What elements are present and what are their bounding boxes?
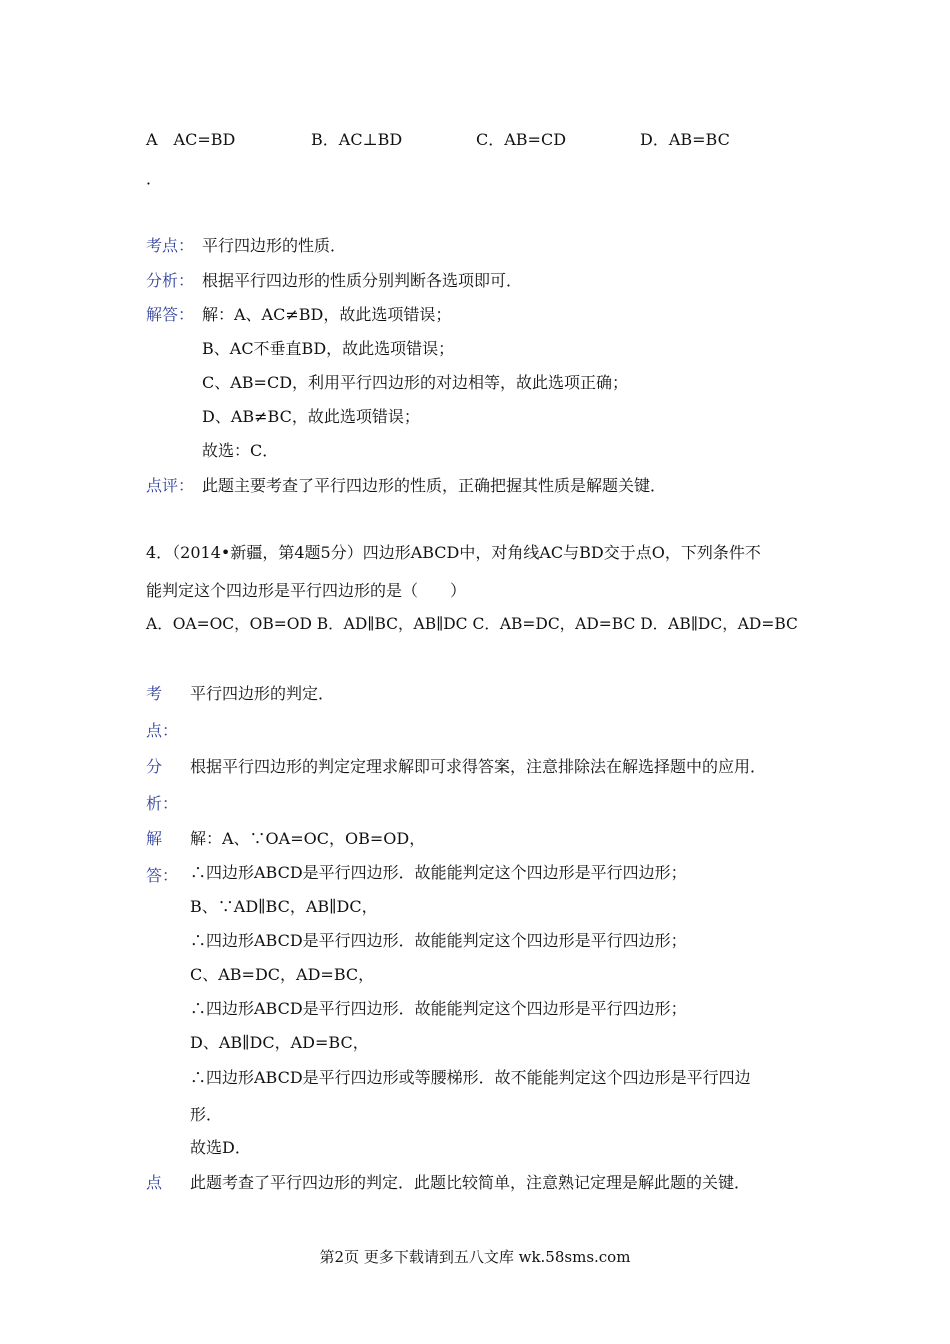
jie-line: 故选D．	[190, 1138, 251, 1157]
fenxi-text: 根据平行四边形的性质分别判断各选项即可．	[202, 271, 523, 290]
jieda-line: 解：A、AC≠BD，故此选项错误；	[202, 305, 452, 324]
q4-stem-line2: 能判定这个四边形是平行四边形的是（ ）	[146, 581, 467, 600]
q4-options: A．OA=OC，OB=OD B．AD∥BC，AB∥DC C．AB=DC，AD=BC D．AB∥DC，AD=BC	[146, 615, 798, 633]
option-d: D．AB=BC	[640, 130, 730, 149]
option-a: A AC=BD	[146, 130, 236, 149]
dian-text: 此题考查了平行四边形的判定．此题比较简单，注意熟记定理是解此题的关键．	[190, 1173, 751, 1192]
jie-line: 形．	[190, 1105, 223, 1124]
jieda-line: C、AB=CD，利用平行四边形的对边相等，故此选项正确；	[202, 373, 629, 392]
jieda-label: 解答：	[146, 305, 195, 324]
page-footer: 第2页 更多下载请到五八文库 wk.58sms.com	[319, 1248, 631, 1266]
jie-line: ∴四边形ABCD是平行四边形．故能能判定这个四边形是平行四边形；	[190, 931, 687, 950]
jie-line: D、AB∥DC，AD=BC，	[190, 1033, 369, 1052]
option-b: B．AC⊥BD	[311, 130, 403, 149]
kao-label-2: 点：	[146, 721, 179, 740]
fen-text: 根据平行四边形的判定定理求解即可求得答案，注意排除法在解选择题中的应用．	[190, 757, 767, 776]
jie-label-2: 答：	[146, 866, 179, 885]
dian-label: 点	[146, 1173, 163, 1192]
fen-label-2: 析：	[146, 794, 179, 813]
period-mark: ．	[146, 169, 163, 188]
option-c: C．AB=CD	[476, 130, 567, 149]
kao-label-1: 考	[146, 684, 163, 703]
jieda-line: B、AC不垂直BD，故此选项错误；	[202, 339, 455, 358]
dianping-label: 点评：	[146, 476, 195, 495]
jie-line: C、AB=DC，AD=BC，	[190, 965, 375, 984]
jie-line: 解：A、∵OA=OC，OB=OD，	[190, 829, 426, 848]
fen-label-1: 分	[146, 757, 163, 776]
jie-line: ∴四边形ABCD是平行四边形或等腰梯形．故不能能判定这个四边形是平行四边	[190, 1068, 751, 1087]
jie-line: B、∵AD∥BC，AB∥DC，	[190, 897, 378, 916]
dianping-text: 此题主要考查了平行四边形的性质，正确把握其性质是解题关键．	[202, 476, 667, 495]
kaodian-text: 平行四边形的性质．	[202, 236, 347, 255]
jieda-line: D、AB≠BC，故此选项错误；	[202, 407, 420, 426]
jieda-line: 故选：C．	[202, 441, 279, 460]
kaodian-label: 考点：	[146, 236, 195, 255]
jie-line: ∴四边形ABCD是平行四边形．故能能判定这个四边形是平行四边形；	[190, 999, 687, 1018]
jie-line: ∴四边形ABCD是平行四边形．故能能判定这个四边形是平行四边形；	[190, 863, 687, 882]
jie-label-1: 解	[146, 829, 163, 848]
kao-text: 平行四边形的判定．	[190, 684, 335, 703]
q4-stem-line1: 4．（2014•新疆，第4题5分）四边形ABCD中，对角线AC与BD交于点O，下列条件不	[146, 543, 761, 562]
fenxi-label: 分析：	[146, 271, 195, 290]
